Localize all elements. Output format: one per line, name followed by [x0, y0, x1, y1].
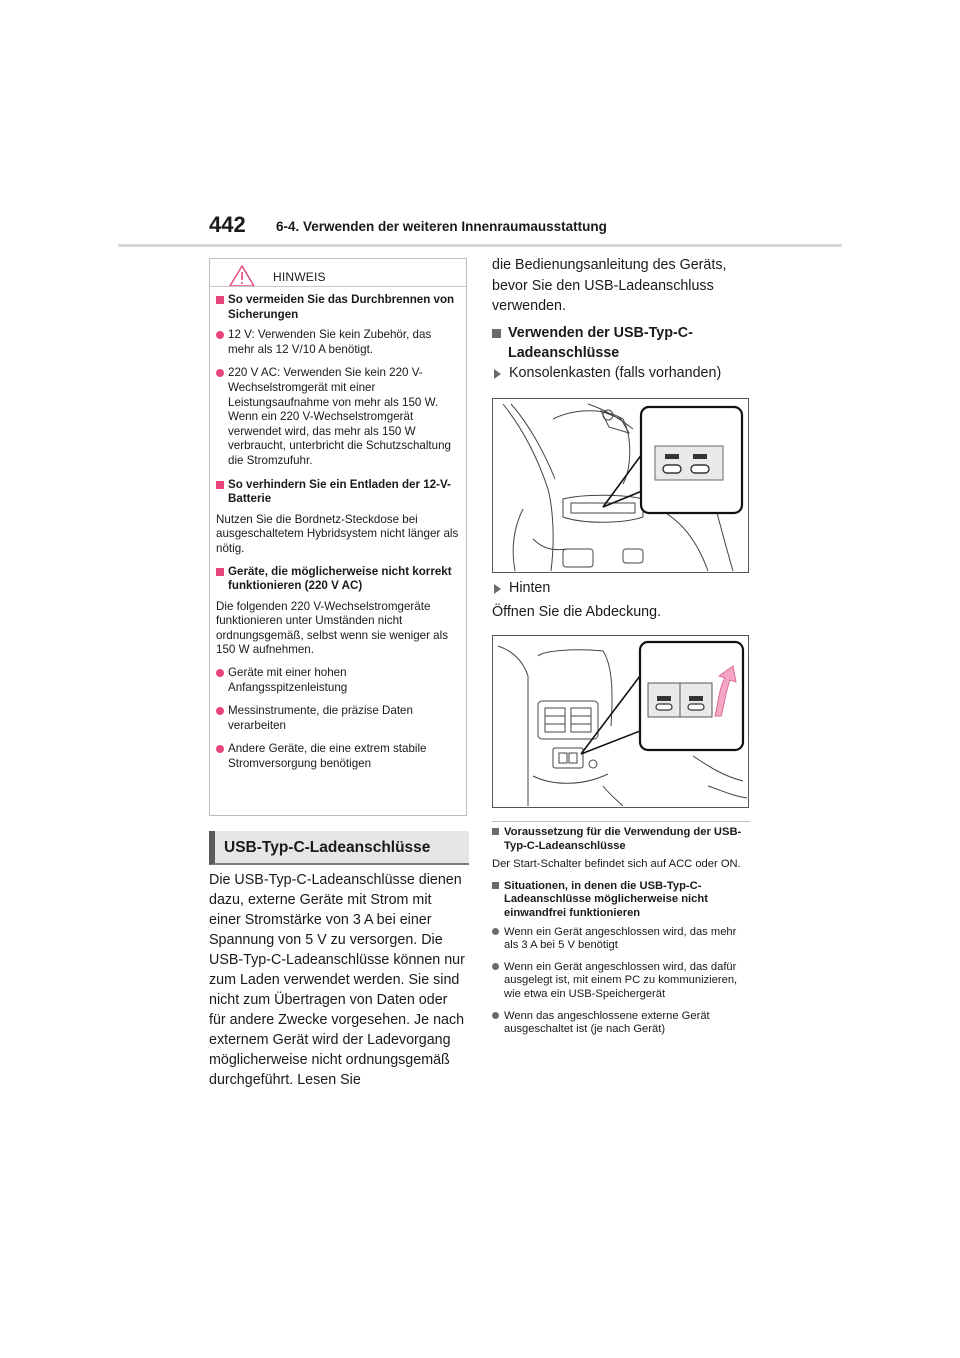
note-bullet: Geräte mit einer hohen Anfangsspitzenleistung: [216, 666, 460, 695]
notes-bullet: Wenn ein Gerät angeschlossen wird, das mehr als 3 A bei 5 V benötigt: [492, 926, 750, 953]
notes-rule: [492, 821, 750, 822]
note-bullet: Andere Geräte, die eine extrem stabile Stromversorgung benötigen: [216, 742, 460, 771]
rear-drawing: [493, 636, 748, 807]
console-drawing: [493, 399, 748, 572]
warning-triangle-icon: [229, 265, 255, 287]
note-bullet: Messinstrumente, die präzise Daten verarbeiten: [216, 704, 460, 733]
notes-heading: Situationen, in denen die USB-Typ-C-Ladeanschlüsse möglicherweise nicht einwandfrei funktionieren: [492, 880, 750, 921]
note-heading: So vermeiden Sie das Durchbrennen von Sicherungen: [216, 293, 460, 322]
notes-heading: Voraussetzung für die Verwendung der USB-Typ-C-Ladeanschlüsse: [492, 826, 750, 853]
section-title: 6-4. Verwenden der weiteren Innenraumausstattung: [276, 219, 607, 234]
rear-instruction: Öffnen Sie die Abdeckung.: [492, 604, 662, 620]
note-bullet: 12 V: Verwenden Sie kein Zubehör, das mehr als 12 V/10 A benötigt.: [216, 328, 460, 357]
note-bullet: 220 V AC: Verwenden Sie kein 220 V-Wechselstromgerät mit einer Leistungsaufnahme von mehr als 150 W. Wenn ein 220 V-Wechselstromgerät verwendet wird, das mehr als 150 W verbraucht, unterbricht die Schutzschaltung die Stromzufuhr.: [216, 366, 460, 468]
note-heading: Geräte, die möglicherweise nicht korrekt funktionieren (220 V AC): [216, 565, 460, 594]
note-box: [209, 258, 467, 816]
continuation-text: die Bedienungsanleitung des Geräts, bevor Sie den USB-Ladeanschluss verwenden.: [492, 257, 727, 314]
usb-section-title: USB-Typ-C-Ladeanschlüsse: [209, 831, 469, 865]
notes-bullet: Wenn ein Gerät angeschlossen wird, das dafür ausgelegt ist, mit einem PC zu kommunizieren, wie etwa ein USB-Speichergerät: [492, 961, 750, 1002]
page-number: 442: [209, 212, 246, 237]
console-usb-illustration: [492, 398, 749, 573]
note-content: [216, 293, 460, 781]
usb-usage-heading: Verwenden der USB-Typ-C-Ladeanschlüsse: [492, 323, 750, 363]
note-paragraph: Nutzen Sie die Bordnetz-Steckdose bei ausgeschaltetem Hybridsystem nicht länger als nötig.: [216, 512, 459, 555]
notes-bullet: Wenn das angeschlossene externe Gerät ausgeschaltet ist (je nach Gerät): [492, 1010, 750, 1037]
note-header-rule: [210, 286, 466, 287]
note-heading: So verhindern Sie ein Entladen der 12-V-Batterie: [216, 478, 460, 507]
note-title: HINWEIS: [273, 270, 326, 284]
header-rule: [118, 244, 842, 247]
usb-intro-text: Die USB-Typ-C-Ladeanschlüsse dienen dazu, externe Geräte mit Strom mit einer Stromstärke von 3 A bei einer Spannung von 5 V zu versorgen. Die USB-Typ-C-Ladeanschlüsse können nur zum Laden verwendet werden. Sie sind nicht zum Übertragen von Daten oder für andere Zwecke vorgesehen. Je nach externem Gerät wird der Ladevorgang möglicherweise nicht ordnungsgemäß durchgeführt. Lesen Sie: [209, 872, 465, 1088]
usb-notes: [492, 826, 750, 1045]
notes-paragraph: Der Start-Schalter befindet sich auf ACC oder ON.: [492, 858, 741, 871]
console-box-item: Konsolenkasten (falls vorhanden): [492, 363, 750, 383]
rear-item: Hinten: [492, 578, 750, 598]
note-paragraph: Die folgenden 220 V-Wechselstromgeräte funktionieren unter Umständen nicht ordnungsgemäß, selbst wenn sie weniger als 150 W aufnehmen.: [216, 599, 448, 657]
rear-usb-illustration: [492, 635, 749, 808]
